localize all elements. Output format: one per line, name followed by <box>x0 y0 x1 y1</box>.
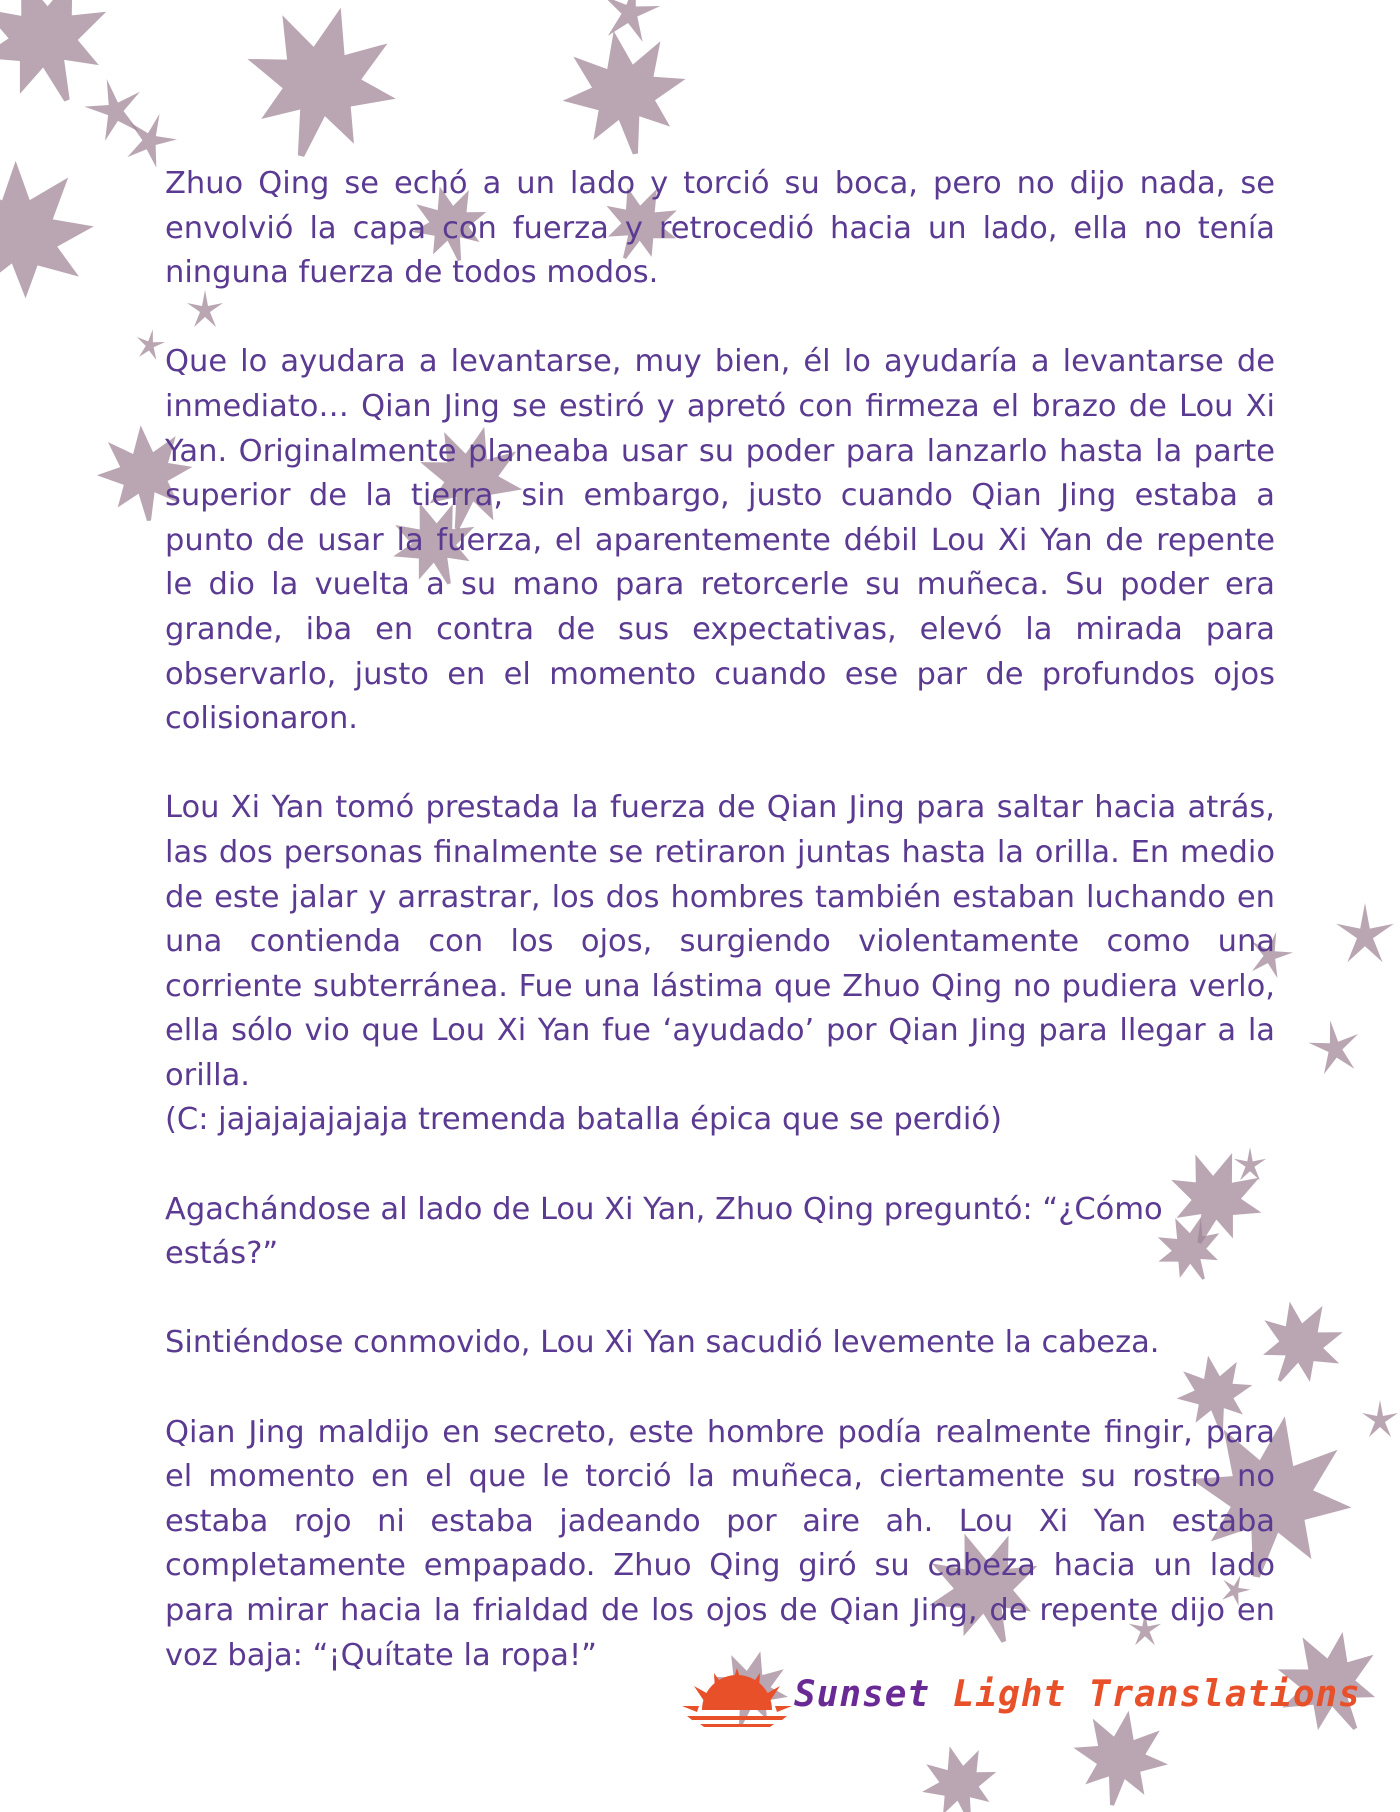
translator-note: (C: jajajajajajaja tremenda batalla épica que se perdió) <box>165 1102 1002 1138</box>
sun-icon <box>682 1668 792 1728</box>
leaf-icon <box>133 327 167 361</box>
paragraph: Qian Jing maldijo en secreto, este hombre podía realmente fingir, para el momento en el que le torció la muñeca, ciertamente su rostro no estaba rojo ni estaba jadeando por aire ah. Lou Xi Yan estaba completamente empapado. Zhuo Qing giró su cabeza hacia un lado para mirar hacia la frialdad de los ojos de Qian Jing, de repente dijo en voz baja: “¡Quítate la ropa!” <box>165 1414 1275 1673</box>
document-body <box>165 162 1275 1723</box>
brand-word-light-translations: Light Translations <box>952 1674 1361 1715</box>
paragraph: Lou Xi Yan tomó prestada la fuerza de Qian Jing para saltar hacia atrás, las dos personas finalmente se retiraron juntas hasta la orilla. En medio de este jalar y arrastrar, los dos hombres también estaban luchando en una contienda con los ojos, surgiendo violentamente como una corriente subterránea. Fue una lástima que Zhuo Qing no pudiera verlo, ella sólo vio que Lou Xi Yan fue ‘ayudado’ por Qian Jing para llegar a la orilla. <box>165 790 1275 1093</box>
leaf-icon <box>552 20 697 165</box>
paragraph: Sintiéndose conmovido, Lou Xi Yan sacudió levemente la cabeza. <box>165 1325 1160 1361</box>
brand-logo <box>682 1668 1361 1728</box>
paragraph: Agachándose al lado de Lou Xi Yan, Zhuo Qing preguntó: “¿Cómo estás?” <box>165 1191 1163 1272</box>
paragraph: Zhuo Qing se echó a un lado y torció su boca, pero no dijo nada, se envolvió la capa con fuerza y retrocedió hacia un lado, ella no tenía ninguna fuerza de todos modos. <box>165 166 1275 291</box>
leaf-icon <box>1362 1400 1398 1437</box>
brand-word-sunset: Sunset <box>794 1674 931 1715</box>
leaf-icon <box>227 0 415 176</box>
leaf-icon <box>1305 1016 1364 1076</box>
leaf-icon <box>0 131 123 334</box>
leaf-icon <box>913 1736 1007 1812</box>
brand-name <box>794 1674 1361 1715</box>
paragraph: Que lo ayudara a levantarse, muy bien, él lo ayudaría a levantarse de inmediato… Qian Jing se estiró y apretó con firmeza el brazo de Lou Xi Yan. Originalmente planeaba usar su poder para lanzarlo hasta la parte superior de la tierra, sin embargo, justo cuando Qian Jing estaba a punto de usar la fuerza, el aparentemente débil Lou Xi Yan de repente le dio la vuelta a su mano para retorcerle su muñeca. Su poder era grande, iba en contra de sus expectativas, elevó la mirada para observarlo, justo en el momento cuando ese par de profundos ojos colisionaron. <box>165 344 1275 737</box>
leaf-icon <box>1336 903 1394 962</box>
leaf-icon <box>597 0 664 44</box>
